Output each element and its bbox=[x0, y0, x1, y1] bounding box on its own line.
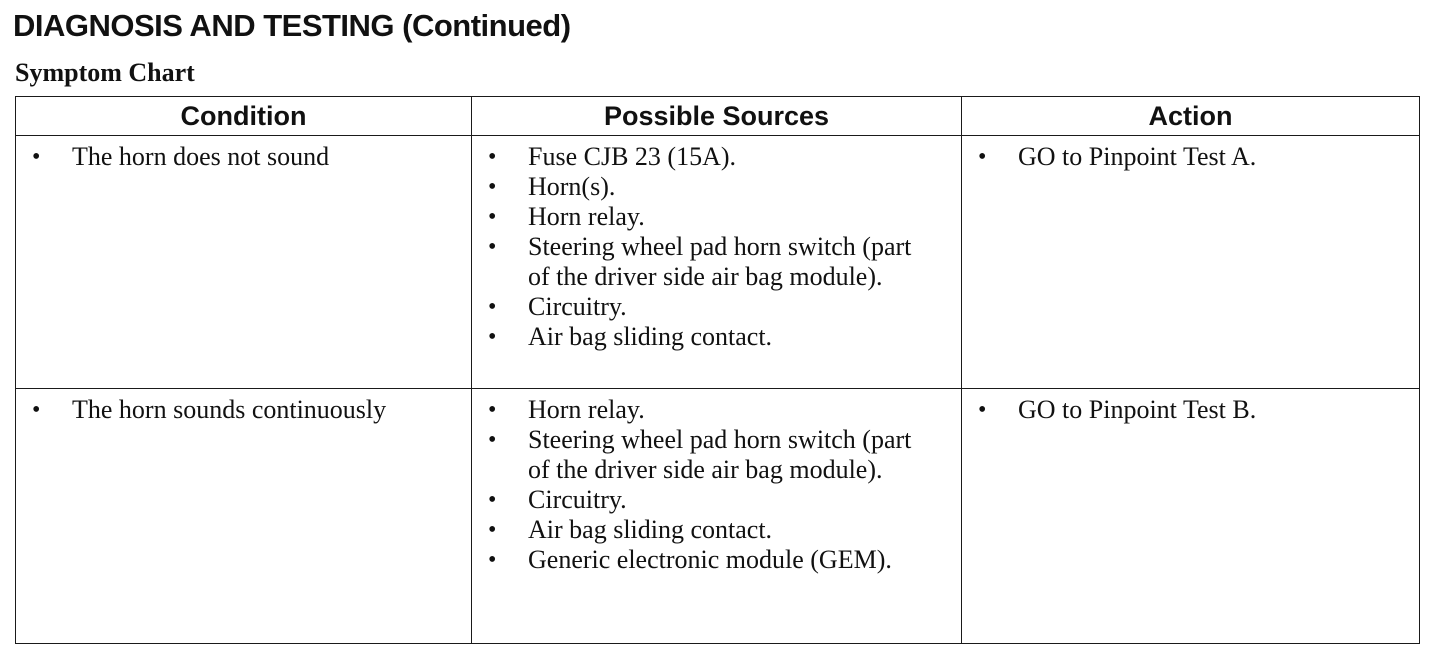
source-item: • Fuse CJB 23 (15A). bbox=[472, 142, 961, 172]
symptom-chart-table bbox=[15, 96, 1420, 644]
action-text: • GO to Pinpoint Test A. bbox=[962, 142, 1419, 172]
sources-cell bbox=[472, 389, 962, 644]
source-item: • Horn relay. bbox=[472, 395, 961, 425]
source-item: • Horn relay. bbox=[472, 202, 961, 232]
header-condition: Condition bbox=[16, 97, 472, 136]
header-possible-sources: Possible Sources bbox=[472, 97, 962, 136]
table-header-row bbox=[16, 97, 1420, 136]
condition-text: • The horn does not sound bbox=[16, 142, 471, 172]
page-title: DIAGNOSIS AND TESTING (Continued) bbox=[13, 8, 571, 43]
condition-cell bbox=[16, 136, 472, 389]
condition-text: • The horn sounds continuously bbox=[16, 395, 471, 425]
table-row bbox=[16, 136, 1420, 389]
source-item: • Circuitry. bbox=[472, 292, 961, 322]
header-action: Action bbox=[962, 97, 1420, 136]
action-cell bbox=[962, 389, 1420, 644]
source-item: • Steering wheel pad horn switch (part of the driver side air bag module). bbox=[472, 232, 961, 292]
source-item: • Air bag sliding contact. bbox=[472, 515, 961, 545]
action-cell bbox=[962, 136, 1420, 389]
condition-cell bbox=[16, 389, 472, 644]
source-item: • Air bag sliding contact. bbox=[472, 322, 961, 352]
action-text: • GO to Pinpoint Test B. bbox=[962, 395, 1419, 425]
source-item: • Generic electronic module (GEM). bbox=[472, 545, 961, 575]
table-row bbox=[16, 389, 1420, 644]
source-item: • Steering wheel pad horn switch (part of the driver side air bag module). bbox=[472, 425, 961, 485]
source-item: • Circuitry. bbox=[472, 485, 961, 515]
sources-cell bbox=[472, 136, 962, 389]
source-item: • Horn(s). bbox=[472, 172, 961, 202]
section-title: Symptom Chart bbox=[15, 58, 195, 87]
